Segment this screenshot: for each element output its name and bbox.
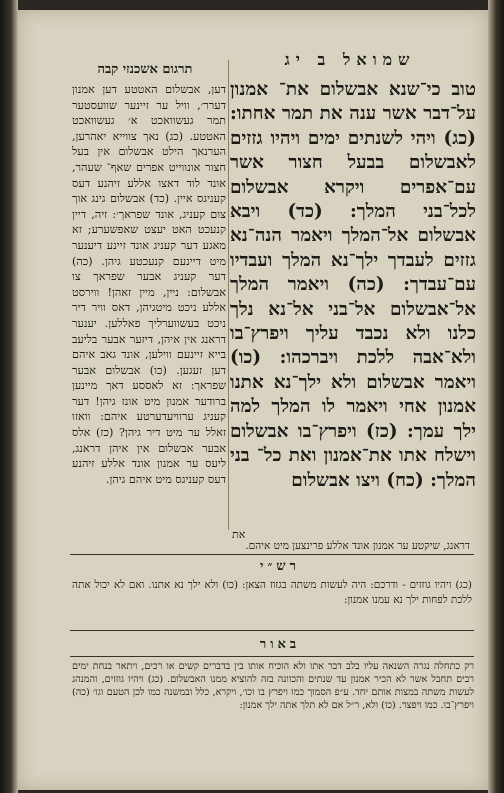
biur-commentary: רק כתחלה נגרה השנאה עליו בלב דבר אתו ולא הוכיח אותו בין בדברים קשים או רכים, ויתאר בנחת ימים רבים תחבל אשר לא הכיר אמנון עד שנתים והכוונה בזה להוציא ממנו האבשלום. (כג) ויהיו גוזזים, והמנהג לעשות משתה במצות אותם יחד. ע״פ הסמוך כמו ויפרץ בו וכו׳, ויקרא, כלל ובמשנה כמו לכן הטעם וגו׳ (כה) ויפרץ־בו. כמו ויפצר. (כו) ולא, ר״ל אם לא תלך אתה ילך אמנון: [72,661,474,711]
running-head: שמואל ב יג [284,50,416,69]
rashi-commentary: (כג) ויהיו גוזזים - ודרכם: היה לעשות משתה בגזוז הצאן: (כו) ולא ילך נא אתנו. ואם לא יכול אתה ללכת לפחות ילך נא עמנו אמנון: [72,579,472,606]
binding-gutter [0,0,18,793]
divider-rule [70,630,474,631]
divider-rule [70,656,474,657]
targum-heading: תרגום אשכנזי קבה [97,62,193,77]
page-edge [488,0,504,793]
translation-continuation: דראנג, שיקטע ער אמנון אונד אללע פרינצען מיט איהם. [245,540,470,552]
main-text-column: טוב כי־שנא אבשלום את־ אמנון על־דבר אשר ענה את תמר אחתו: (כג) ויהי לשנתים ימים ויהיו גזזים לאבשלום בבעל חצור אשר עם־אפרים ויקרא אבשלום לכל־בני המלך: (כד) ויבא אבשלום אל־המלך ויאמר הנה־נא גזזים לעבדך ילך־נא המלך ועבדיו עם־עבדך: (כה) ויאמר המלך אל־אבשלום אל־בני אל־נא נלך כלנו ולא נכבד עליך ויפרץ־בו ולא־אבה ללכת ויברכהו: (כו) ויאמר אבשלום ולא ילך־נא אתנו אמנון אחי ויאמר לו המלך למה ילך עמך: (כז) ויפרץ־בו אבשלום וישלח אתו את־אמנון ואת כל־ בני המלך: (כח) ויצו אבשלום [230,79,476,491]
catchword: את [232,528,246,541]
column-divider [228,60,229,530]
rashi-heading: רש״י [260,559,300,574]
divider-rule [70,554,474,555]
targum-column: דען, אבשלום האטטע דען אמנון דערר׳, וויל ער זיינער שוועסטער תמר געשוואכט אּ׳ געשוואכט האטטע. (כג) נאך צווייא יאהרען, הערנאך הילט אבשלום אין בעל חצור אונווייט אפרים שאף־ שעהר, אונד לוד דאצו אללע זיהנע דעס קעניגס איין. (כד) אבשלום גינג אוך צום קעניג, אונד שפראך׳: זיה, דיין קנעכט האט יעצט שאפשערע; זא מאגע דער קעניג אונד זיינע דיענער מיט דיינעם קנעכטע גיהן. (כה) דער קעניג אבער שפראך צו אבשלום: ניין, מיין זאהן! ווירסט אללע ניכט מיטגיהן, דאס וויר דיר ניכט בעשווערליך פאללען. יענער דראנג אין איהן, דיזער אבער בליעב בייא זיינעם ווילען, אונד גאב איהם דען זעגען. (כו) אבשלום אבער שפראך: זא לאססע דאך מיינען ברודער אמנון מיט אונז גיהן! דער קעניג ערוויעדערטע איהם: וואזו זאלל ער מיט דיר גיהן? (כז) אלס אבער אבשלום אין איהן דראנג, ליעס ער אמנון אונד אללע זיהנע דעס קעניגס מיט איהם גיהן. [72,83,226,486]
biur-heading: באור [259,637,301,652]
